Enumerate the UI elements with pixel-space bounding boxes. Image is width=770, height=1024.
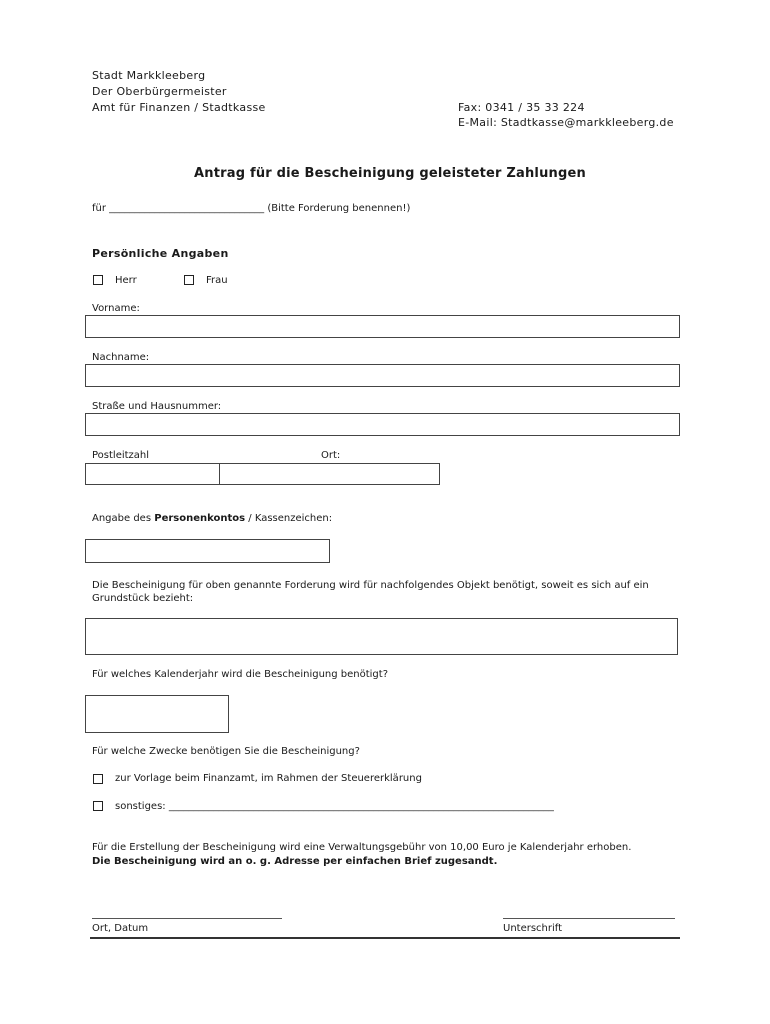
kalenderjahr-question: Für welches Kalenderjahr wird die Bescheinigung benötigt? — [92, 669, 389, 680]
frau-label: Frau — [206, 275, 228, 286]
ort-datum-line[interactable] — [92, 918, 282, 919]
org-department: Der Oberbürgermeister — [92, 85, 227, 98]
konto-field[interactable] — [85, 539, 330, 563]
email-address: E-Mail: Stadtkasse@markkleeberg.de — [458, 116, 674, 129]
strasse-label: Straße und Hausnummer: — [92, 401, 222, 412]
nachname-field[interactable] — [85, 364, 680, 387]
herr-checkbox[interactable] — [93, 275, 103, 285]
plz-label: Postleitzahl — [92, 450, 150, 461]
zweck-question: Für welche Zwecke benötigen Sie die Bescheinigung? — [92, 746, 360, 757]
fee-note-bold: Die Bescheinigung wird an o. g. Adresse per einfachen Brief zugesandt. — [92, 856, 498, 867]
konto-label-prefix: Angabe des — [92, 513, 155, 524]
objekt-field[interactable] — [85, 618, 678, 655]
fee-note: Für die Erstellung der Bescheinigung wird eine Verwaltungsgebühr von 10,00 Euro je Kalenderjahr erhoben. — [92, 842, 632, 853]
finanzamt-checkbox[interactable] — [93, 774, 103, 784]
plz-field[interactable] — [85, 463, 220, 485]
ort-datum-label: Ort, Datum — [92, 923, 149, 934]
footer-divider — [90, 937, 680, 939]
unterschrift-label: Unterschrift — [503, 923, 563, 934]
vorname-label: Vorname: — [92, 303, 140, 314]
finanzamt-label: zur Vorlage beim Finanzamt, im Rahmen der Steuererklärung — [115, 773, 422, 784]
forderung-field[interactable]: für _______________________________ (Bitte Forderung benennen!) — [92, 203, 411, 214]
nachname-label: Nachname: — [92, 352, 150, 363]
vorname-field[interactable] — [85, 315, 680, 338]
org-name: Stadt Markkleeberg — [92, 69, 206, 82]
unterschrift-line[interactable] — [503, 918, 675, 919]
konto-label-bold: Personenkontos — [154, 513, 246, 524]
strasse-field[interactable] — [85, 413, 680, 436]
frau-checkbox[interactable] — [184, 275, 194, 285]
konto-label — [92, 513, 332, 524]
konto-label-suffix: / Kassenzeichen: — [245, 513, 333, 524]
ort-field[interactable] — [219, 463, 440, 485]
objekt-text: Die Bescheinigung für oben genannte Forderung wird für nachfolgendes Objekt benötigt, soweit es sich auf ein Grundstück bezieht: — [92, 580, 649, 604]
herr-label: Herr — [115, 275, 137, 286]
fax-number: Fax: 0341 / 35 33 224 — [458, 101, 585, 114]
sonstiges-checkbox[interactable] — [93, 801, 103, 811]
kalenderjahr-field[interactable] — [85, 695, 229, 733]
page-title: Antrag für die Bescheinigung geleisteter Zahlungen — [194, 166, 586, 181]
org-office: Amt für Finanzen / Stadtkasse — [92, 101, 266, 114]
sonstiges-field[interactable]: sonstiges: _____________________________________________________________________________ — [115, 801, 554, 812]
section-heading-personal: Persönliche Angaben — [92, 247, 229, 260]
ort-label: Ort: — [321, 450, 341, 461]
